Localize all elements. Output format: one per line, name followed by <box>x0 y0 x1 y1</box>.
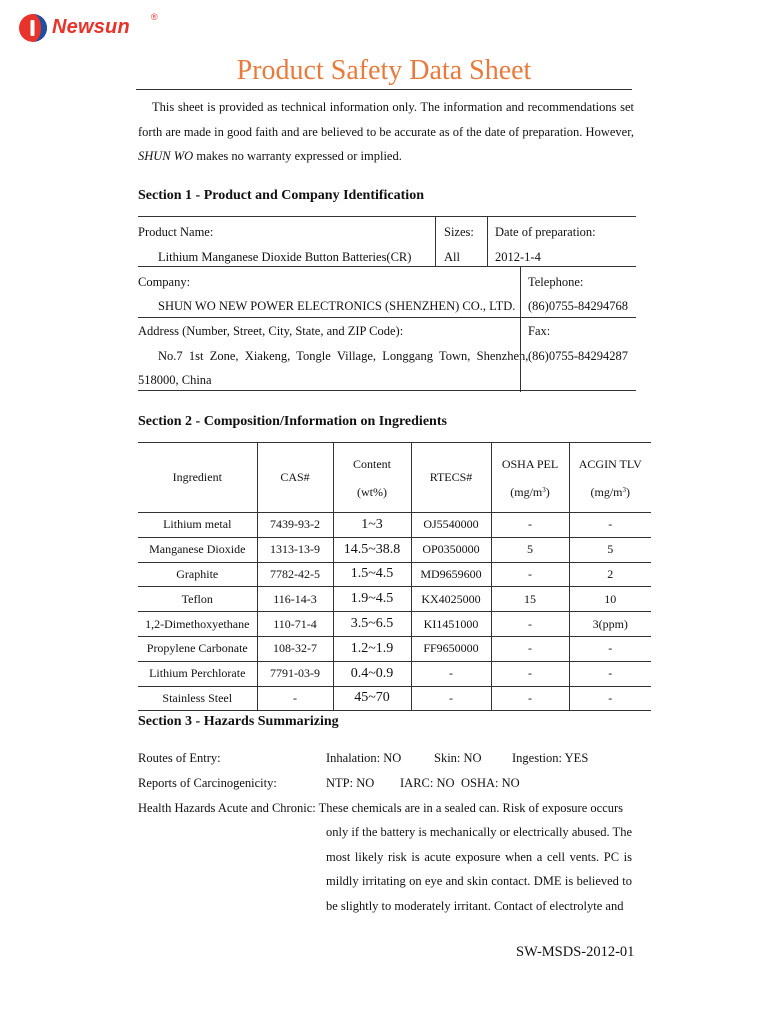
cell-ingredient: Propylene Carbonate <box>146 641 248 656</box>
header-osha-top: OSHA PEL <box>501 456 559 471</box>
cell-rtecs: OP0350000 <box>411 537 491 562</box>
cell-content: 1.9~4.5 <box>333 587 411 612</box>
cell-acgin: 2 <box>569 562 651 587</box>
fax-label: Fax: <box>528 324 551 338</box>
intro-text-before: This sheet is provided as technical information only. The information and recommendations set forth are made in good faith and are believed to be accurate as of the date of preparation. However, <box>138 100 634 139</box>
telephone-value: (86)0755-84294768 <box>528 299 628 313</box>
registered-mark: ® <box>151 12 158 22</box>
header-osha-bottom: $(mg/m^3)$ <box>510 484 550 499</box>
cell-content: 45~70 <box>333 686 411 711</box>
cell-content: 1.2~1.9 <box>333 636 411 661</box>
fax-value: (86)0755-84294287 <box>528 349 628 363</box>
cell-cas: 7791-03-9 <box>257 661 333 686</box>
section3-heading: Section 3 - Hazards Summarizing <box>138 714 339 729</box>
cell-ingredient: Lithium Perchlorate <box>149 666 246 681</box>
intro-paragraph <box>138 95 634 169</box>
table-row <box>138 513 651 538</box>
cell-rtecs: - <box>411 661 491 686</box>
cell-acgin: - <box>569 661 651 686</box>
table-row <box>138 636 651 661</box>
health-hazards-first-line <box>138 796 632 821</box>
product-identification-box <box>138 216 636 391</box>
telephone-label: Telephone: <box>528 275 584 289</box>
cell-osha: 15 <box>491 587 569 612</box>
divider <box>138 317 636 318</box>
table-row <box>138 587 651 612</box>
cell-cas: 108-32-7 <box>257 636 333 661</box>
cell-rtecs: OJ5540000 <box>411 513 491 538</box>
cell-osha: - <box>491 612 569 637</box>
section2-heading: Section 2 - Composition/Information on Ingredients <box>138 414 447 429</box>
routes-of-entry-row <box>138 746 638 771</box>
header-ingredient: Ingredient <box>138 443 257 513</box>
address-line2: 518000, China <box>138 373 212 387</box>
table-header-row <box>138 443 651 513</box>
cell-rtecs: MD9659600 <box>411 562 491 587</box>
cell-cas: 7782-42-5 <box>257 562 333 587</box>
cell-content: 1.5~4.5 <box>333 562 411 587</box>
cell-acgin: - <box>569 513 651 538</box>
document-title: Product Safety Data Sheet <box>136 54 632 90</box>
cell-cas: 110-71-4 <box>257 612 333 637</box>
brand-name: Newsun <box>52 16 130 38</box>
iarc-value: IARC: NO <box>400 776 455 790</box>
osha-value: OSHA: NO <box>461 776 520 790</box>
cell-osha: - <box>491 686 569 711</box>
header-acgin <box>569 443 651 513</box>
table-row <box>138 686 651 711</box>
cell-content: 3.5~6.5 <box>333 612 411 637</box>
sizes-value: All <box>444 250 460 264</box>
ingredients-table <box>138 442 651 711</box>
cell-cas: 1313-13-9 <box>257 537 333 562</box>
carcinogenicity-label: Reports of Carcinogenicity: <box>138 776 277 790</box>
cell-acgin: 10 <box>569 587 651 612</box>
health-label: Health Hazards Acute and Chronic: <box>138 801 316 815</box>
cell-cas: 116-14-3 <box>257 587 333 612</box>
company-value: SHUN WO NEW POWER ELECTRONICS (SHENZHEN) CO., LTD. <box>158 299 516 313</box>
cell-ingredient: Graphite <box>176 566 219 581</box>
cell-acgin: 3(ppm) <box>569 612 651 637</box>
intro-text-after: makes no warranty expressed or implied. <box>196 149 402 163</box>
cell-acgin: 5 <box>569 537 651 562</box>
table-row <box>138 562 651 587</box>
cell-osha: - <box>491 513 569 538</box>
header-content <box>333 443 411 513</box>
skin-value: Skin: NO <box>434 751 482 765</box>
divider <box>520 266 521 392</box>
table-row <box>138 537 651 562</box>
cell-content: 1~3 <box>333 513 411 538</box>
header-cas: CAS# <box>257 443 333 513</box>
cell-cas: - <box>257 686 333 711</box>
header-content-top: Content <box>353 456 391 471</box>
cell-cas: 7439-93-2 <box>257 513 333 538</box>
product-name-value: Lithium Manganese Dioxide Button Batteries(CR) <box>158 250 412 264</box>
cell-rtecs: KX4025000 <box>411 587 491 612</box>
document-number: SW-MSDS-2012-01 <box>516 944 635 960</box>
header-content-bottom: (wt%) <box>357 484 387 499</box>
product-name-label: Product Name: <box>138 225 214 239</box>
cell-osha: 5 <box>491 537 569 562</box>
inhalation-value: Inhalation: NO <box>326 751 402 765</box>
cell-acgin: - <box>569 686 651 711</box>
divider <box>487 217 488 266</box>
cell-acgin: - <box>569 636 651 661</box>
section1-heading: Section 1 - Product and Company Identification <box>138 188 424 203</box>
table-row <box>138 612 651 637</box>
date-value: 2012-1-4 <box>495 250 541 264</box>
cell-osha: - <box>491 661 569 686</box>
cell-ingredient: Manganese Dioxide <box>149 542 246 557</box>
header-acgin-bottom: $(mg/m^3)$ <box>590 484 630 499</box>
header-rtecs: RTECS# <box>411 443 491 513</box>
address-line1: No.7 1st Zone, Xiakeng, Tongle Village, Longgang Town, Shenzhen, <box>158 349 529 363</box>
health-hazards-text: only if the battery is mechanically or electrically abused. The most likely risk is acute exposure when a cell vents. PC is mildly irritating on eye and skin contact. DME is believed to be slightly to moderately irritant. Contact of electrolyte and <box>326 825 632 913</box>
ingestion-value: Ingestion: YES <box>512 751 589 765</box>
cell-osha: - <box>491 636 569 661</box>
cell-content: 0.4~0.9 <box>333 661 411 686</box>
cell-rtecs: KI1451000 <box>411 612 491 637</box>
brand-logo <box>18 10 168 46</box>
cell-ingredient: 1,2-Dimethoxyethane <box>145 616 250 631</box>
carcinogenicity-row <box>138 771 638 796</box>
header-acgin-top: ACGIN TLV <box>578 456 642 471</box>
cell-ingredient: Lithium metal <box>163 517 232 532</box>
divider <box>138 266 636 267</box>
date-label: Date of preparation: <box>495 225 596 239</box>
cell-rtecs: FF9650000 <box>411 636 491 661</box>
health-first-text: These chemicals are in a sealed can. Risk of exposure occurs <box>318 801 624 815</box>
cell-ingredient: Stainless Steel <box>162 690 233 705</box>
newsun-emblem-icon <box>18 12 48 44</box>
sizes-label: Sizes: <box>444 225 474 239</box>
ntp-value: NTP: NO <box>326 776 375 790</box>
cell-ingredient: Teflon <box>181 591 213 606</box>
cell-osha: - <box>491 562 569 587</box>
cell-content: 14.5~38.8 <box>333 537 411 562</box>
divider <box>435 217 436 266</box>
cell-rtecs: - <box>411 686 491 711</box>
routes-label: Routes of Entry: <box>138 751 221 765</box>
table-row <box>138 661 651 686</box>
company-label: Company: <box>138 275 191 289</box>
intro-company-name: SHUN WO <box>138 149 194 163</box>
header-osha <box>491 443 569 513</box>
address-label: Address (Number, Street, City, State, and ZIP Code): <box>138 324 404 338</box>
